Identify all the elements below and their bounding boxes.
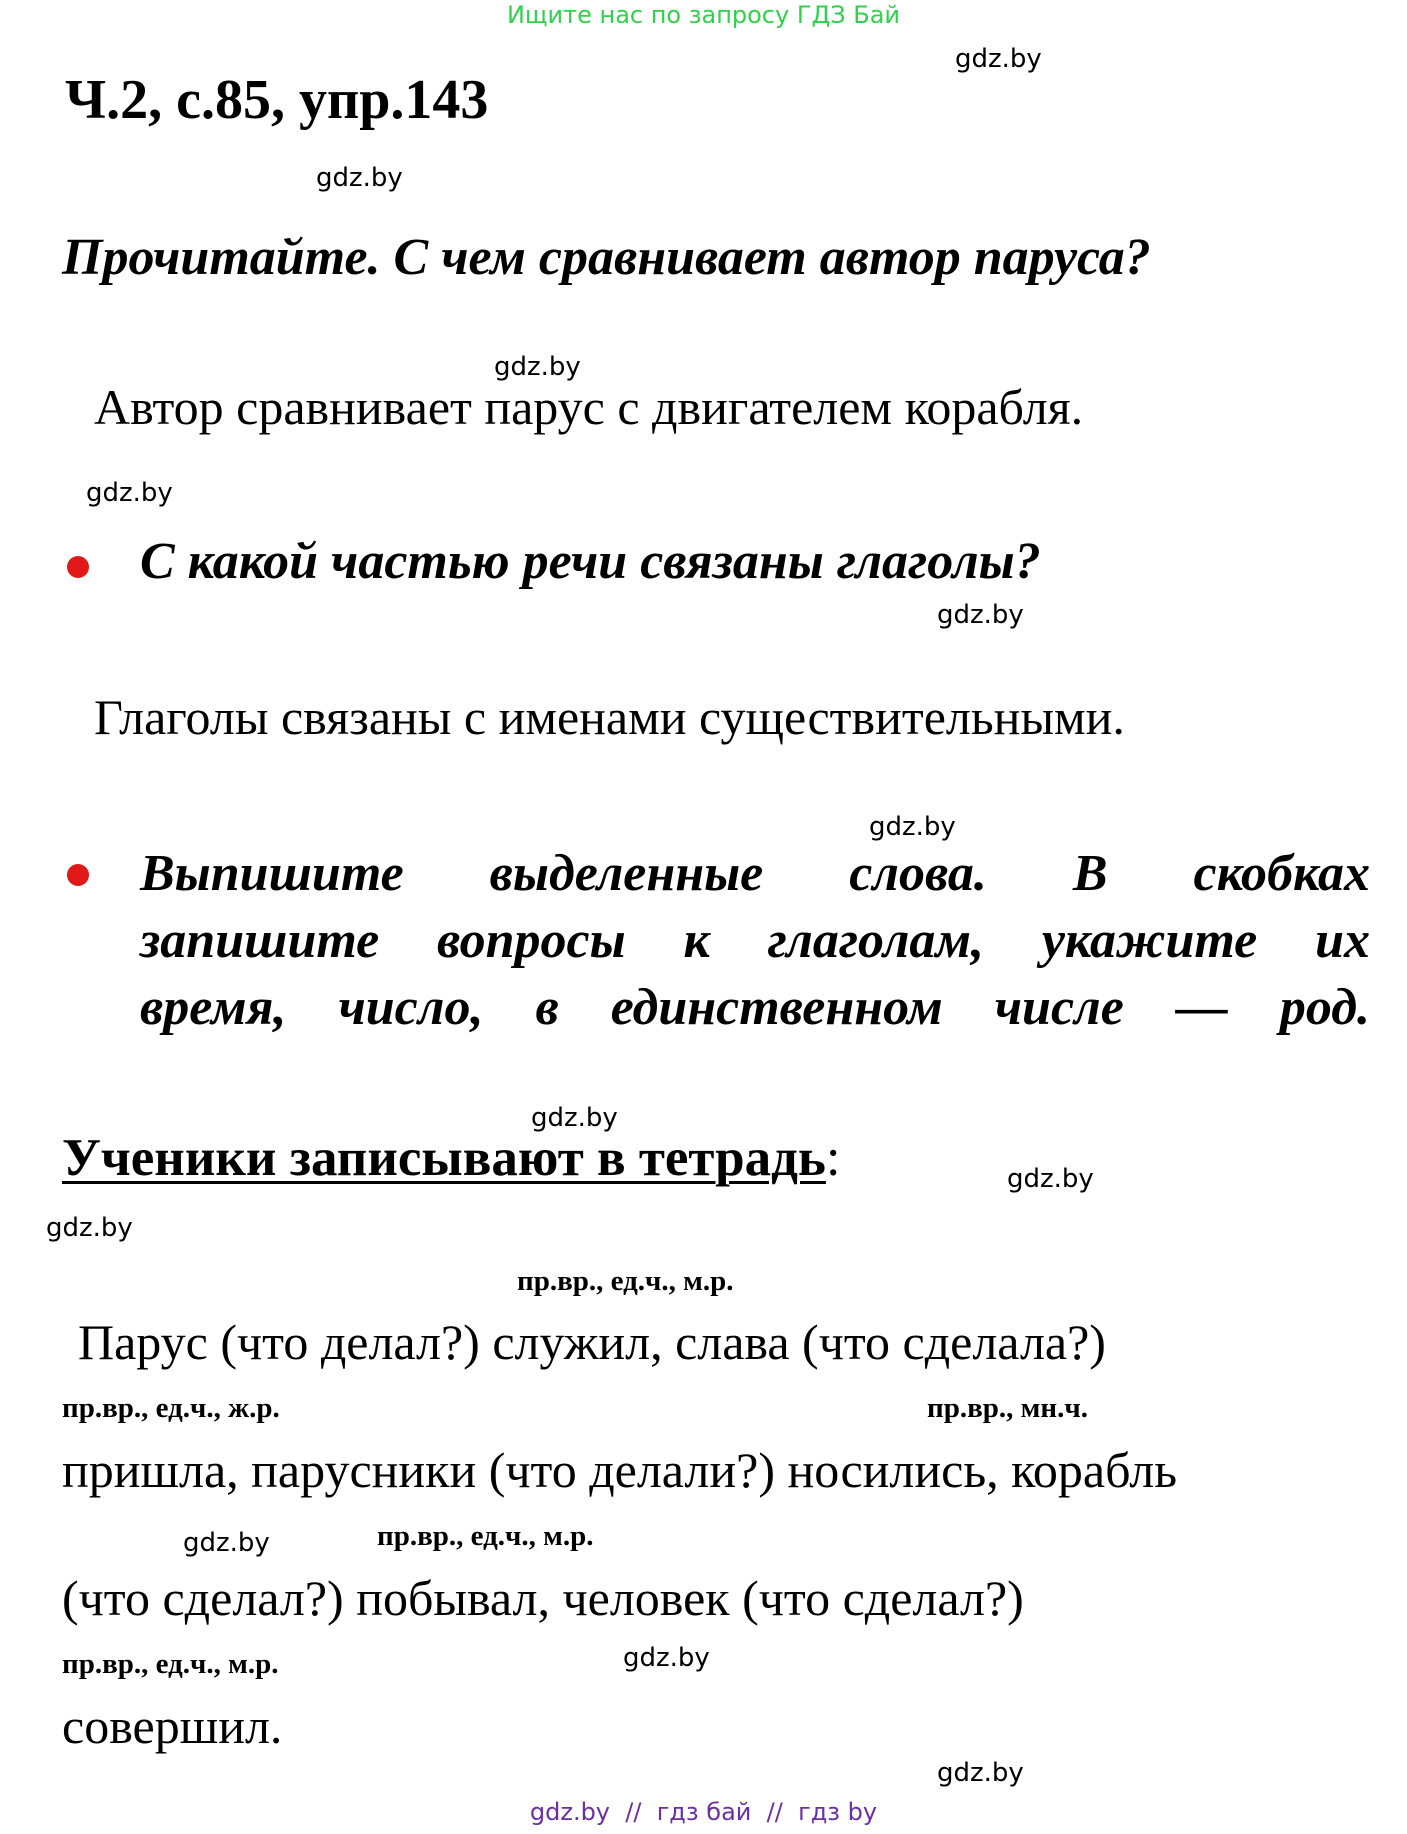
watermark: gdz.by [869, 812, 956, 842]
top-banner: Ищите нас по запросу ГДЗ Бай [506, 1, 901, 29]
section-heading [62, 1128, 841, 1188]
grammar-note: пр.вр., ед.ч., ж.р. [62, 1392, 280, 1424]
watermark: gdz.by [183, 1528, 270, 1558]
watermark: gdz.by [937, 600, 1024, 630]
watermark: gdz.by [937, 1758, 1024, 1788]
footer-links[interactable]: gdz.by // гдз бай // гдз by [529, 1798, 878, 1826]
bullet-icon [67, 864, 89, 886]
watermark: gdz.by [494, 352, 581, 382]
sentence-line: совершил. [62, 1698, 283, 1754]
answer-1: Автор сравнивает парус с двигателем корабля. [94, 379, 1084, 435]
watermark: gdz.by [316, 163, 403, 193]
sentence-line: (что сделал?) побывал, человек (что сделал?) [62, 1570, 1024, 1626]
watermark: gdz.by [1007, 1164, 1094, 1194]
page-title: Ч.2, с.85, упр.143 [65, 69, 489, 131]
answer-2: Глаголы связаны с именами существительными. [94, 689, 1125, 745]
question-1: Прочитайте. С чем сравнивает автор паруса? [62, 229, 1151, 286]
task-3-text [140, 840, 1370, 1041]
grammar-note: пр.вр., ед.ч., м.р. [377, 1520, 594, 1552]
footer [0, 1798, 1407, 1826]
watermark: gdz.by [86, 478, 173, 508]
grammar-note: пр.вр., ед.ч., м.р. [62, 1648, 279, 1680]
task-3-line: время, число, в единственном числе — род. [140, 979, 1370, 1036]
section-heading-colon: : [825, 1129, 841, 1187]
grammar-note: пр.вр., ед.ч., м.р. [517, 1265, 734, 1297]
sentence-line: Парус (что делал?) служил, слава (что сделала?) [78, 1314, 1106, 1370]
section-heading-text: Ученики записывают в тетрадь [62, 1129, 826, 1187]
question-2: С какой частью речи связаны глаголы? [140, 533, 1041, 590]
task-3-line: Выпишите выделенные слова. В скобках [140, 845, 1370, 902]
watermark: gdz.by [955, 44, 1042, 74]
sentence-line: пришла, парусники (что делали?) носились, корабль [62, 1442, 1178, 1498]
task-3-line: запишите вопросы к глаголам, укажите их [140, 912, 1370, 969]
watermark: gdz.by [46, 1213, 133, 1243]
watermark: gdz.by [531, 1103, 618, 1133]
watermark: gdz.by [623, 1643, 710, 1673]
grammar-note: пр.вр., мн.ч. [927, 1392, 1088, 1424]
bullet-icon [67, 556, 89, 578]
